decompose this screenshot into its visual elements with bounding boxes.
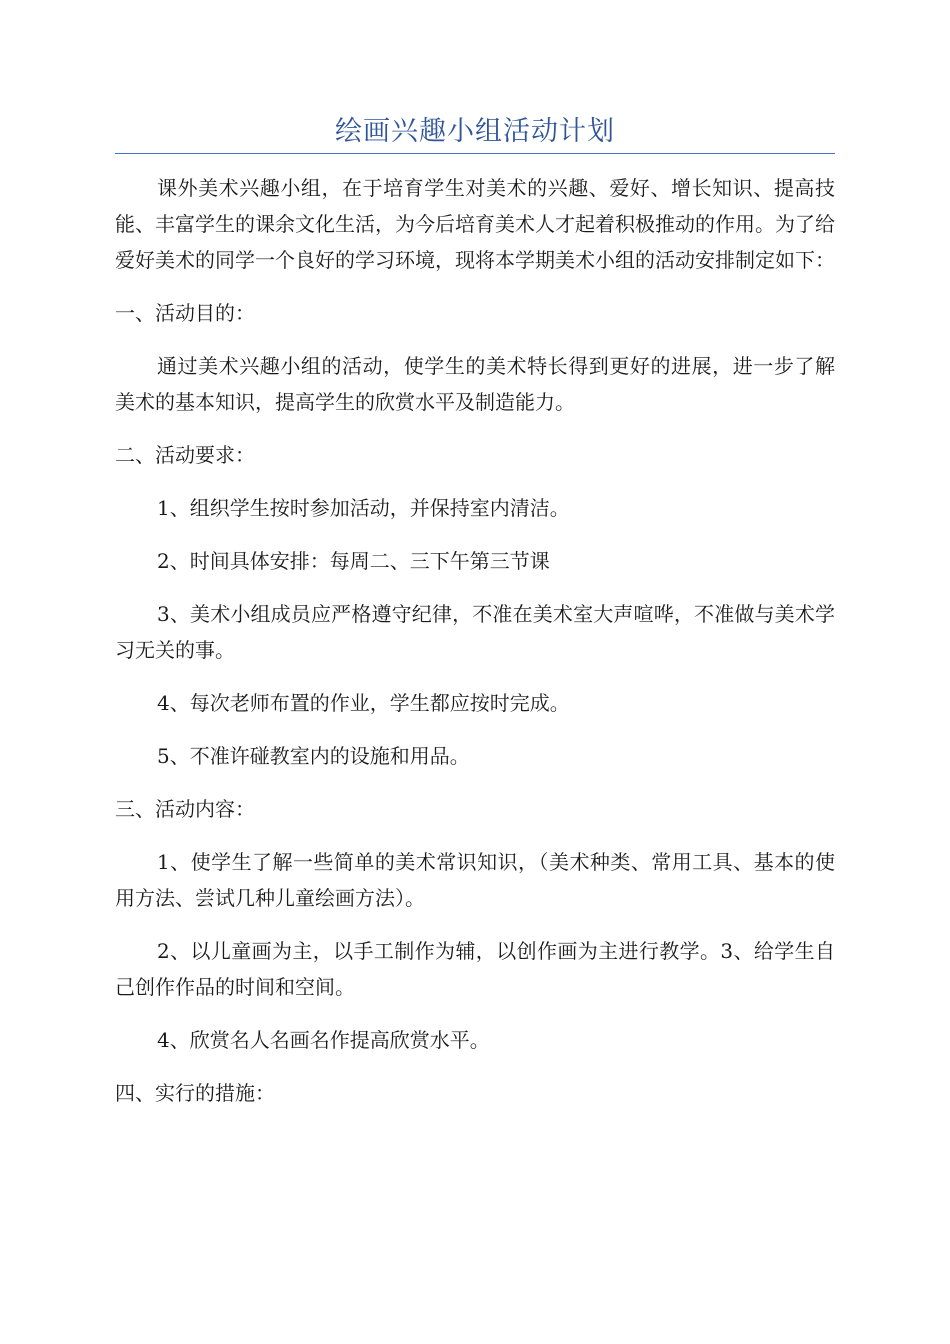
document-title: 绘画兴趣小组活动计划 (335, 116, 615, 147)
section-heading-content: 三、活动内容： (115, 797, 255, 821)
requirement-item: 4、每次老师布置的作业，学生都应按时完成。 (157, 691, 570, 715)
content-item: 4、欣赏名人名画名作提高欣赏水平。 (157, 1028, 490, 1052)
purpose-paragraph: 通过美术兴趣小组的活动，使学生的美术特长得到更好的进展，进一步了解美术的基本知识，提高学生的欣赏水平及制造能力。 (115, 354, 835, 414)
document-body (115, 170, 835, 1128)
content-item: 1、使学生了解一些简单的美术常识知识，（美术种类、常用工具、基本的使用方法、尝试几种儿童绘画方法）。 (115, 850, 835, 910)
section-heading-measures: 四、实行的措施： (115, 1081, 275, 1105)
section-heading-purpose: 一、活动目的： (115, 301, 255, 325)
title-underline (115, 153, 835, 154)
intro-paragraph: 课外美术兴趣小组，在于培育学生对美术的兴趣、爱好、增长知识、提高技能、丰富学生的课余文化生活，为今后培育美术人才起着积极推动的作用。为了给爱好美术的同学一个良好的学习环境，现将本学期美术小组的活动安排制定如下： (115, 176, 835, 272)
section-heading-requirements: 二、活动要求： (115, 443, 255, 467)
content-item: 2、以儿童画为主，以手工制作为辅，以创作画为主进行教学。3、给学生自己创作作品的时间和空间。 (115, 939, 835, 999)
requirement-item: 3、美术小组成员应严格遵守纪律，不准在美术室大声喧哗，不准做与美术学习无关的事。 (115, 602, 835, 662)
requirement-item: 2、时间具体安排：每周二、三下午第三节课 (157, 549, 550, 573)
requirement-item: 1、组织学生按时参加活动，并保持室内清洁。 (157, 496, 570, 520)
requirement-item: 5、不准许碰教室内的设施和用品。 (157, 744, 470, 768)
